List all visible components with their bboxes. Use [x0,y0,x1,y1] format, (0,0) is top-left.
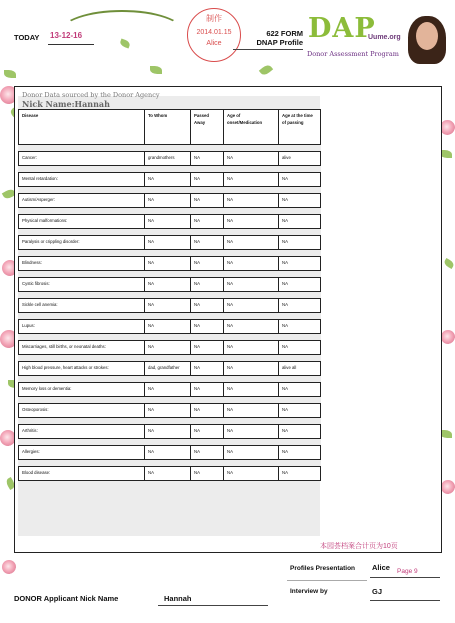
table-cell: Blindness: [19,257,145,271]
table-cell: High blood pressure, heart attacks or strokes: [19,362,145,376]
stamp-top-text: 制作 [206,14,222,23]
table-cell: NA [224,299,279,313]
table-cell: Miscarriages, still births, or neonatal deaths: [19,341,145,355]
logo-subtitle: Donor Assessment Program [307,50,399,58]
row-spacer [19,271,321,278]
stamp-name: Alice [206,40,222,47]
table-cell: NA [224,215,279,229]
header-age-onset: Age of onset/Medication [224,110,279,145]
row-spacer [19,460,321,467]
table-row [19,257,321,271]
row-spacer [19,292,321,299]
donor-photo [404,14,450,64]
table-cell: NA [279,236,321,250]
logo-site: Uume.org [368,34,401,41]
table-cell: Physical malformations: [19,215,145,229]
dap-logo [300,15,408,59]
table-cell: NA [224,278,279,292]
interview-value: GJ [372,587,383,596]
table-cell: NA [279,194,321,208]
table-cell: NA [224,467,279,481]
table-cell: dad, grandfather [145,362,191,376]
profiles-label-underline [287,580,367,581]
table-row [19,320,321,334]
table-cell: NA [191,278,224,292]
production-stamp [187,8,241,62]
section-title: Donor Data sourced by the Donor Agency [22,91,160,99]
stamp-date: 2014.01.15 [196,29,232,36]
table-cell: NA [224,362,279,376]
table-cell: NA [145,173,191,187]
table-cell: NA [279,425,321,439]
interview-underline [370,600,440,601]
table-row [19,173,321,187]
row-spacer [19,418,321,425]
row-spacer [19,145,321,152]
table-cell: Blood disease: [19,467,145,481]
table-header-row [19,110,321,145]
page-number: Page 9 [397,568,418,575]
table-cell: NA [279,446,321,460]
table-cell: NA [279,341,321,355]
row-spacer [19,229,321,236]
table-cell: NA [279,383,321,397]
family-history-table [18,109,321,481]
table-cell: NA [279,299,321,313]
table-cell: Cystic fibrosis: [19,278,145,292]
donor-nick-underline [158,605,268,606]
table-cell: NA [145,299,191,313]
table-row [19,362,321,376]
table-row [19,299,321,313]
table-cell: NA [145,341,191,355]
row-spacer [19,208,321,215]
table-cell: NA [145,467,191,481]
table-row [19,383,321,397]
today-underline [48,44,94,45]
table-cell: NA [191,152,224,166]
table-cell: NA [191,173,224,187]
table-cell: alive all [279,362,321,376]
table-row [19,467,321,481]
header-to-whom: To Whom [145,110,191,145]
table-row [19,404,321,418]
logo-text: DAP [308,13,376,44]
table-cell: NA [224,446,279,460]
nick-name: Nick Name:Hannah [22,99,110,109]
table-cell: NA [224,236,279,250]
row-spacer [19,355,321,362]
table-cell: NA [224,425,279,439]
table-cell: NA [191,446,224,460]
table-cell: NA [224,341,279,355]
table-cell: Autism/Asperger: [19,194,145,208]
table-cell: NA [279,215,321,229]
table-cell: NA [191,257,224,271]
table-cell: NA [279,278,321,292]
table-cell: NA [145,215,191,229]
table-cell: NA [191,404,224,418]
table-cell: NA [279,257,321,271]
table-row [19,425,321,439]
table-cell: Lupus: [19,320,145,334]
table-row [19,194,321,208]
table-cell: NA [279,173,321,187]
row-spacer [19,250,321,257]
header-passed-away: Passed Away [191,110,224,145]
table-cell: NA [191,425,224,439]
today-label: TODAY [14,33,40,42]
table-cell: NA [191,467,224,481]
table-cell: NA [224,383,279,397]
table-row [19,215,321,229]
table-cell: NA [224,257,279,271]
profiles-underline [370,577,440,578]
table-cell: Cancer: [19,152,145,166]
table-cell: NA [224,320,279,334]
row-spacer [19,187,321,194]
table-cell: Allergies: [19,446,145,460]
table-cell: NA [145,236,191,250]
table-cell: Osteoporosis: [19,404,145,418]
table-cell: NA [145,404,191,418]
table-cell: NA [191,299,224,313]
row-spacer [19,313,321,320]
table-row [19,278,321,292]
table-cell: grandmothers [145,152,191,166]
row-spacer [19,439,321,446]
table-cell: NA [191,320,224,334]
table-cell: NA [145,257,191,271]
table-cell: NA [191,236,224,250]
header-disease: Disease [19,110,145,145]
table-cell: NA [145,320,191,334]
table-cell: NA [279,404,321,418]
form-title-underline [233,49,303,50]
table-cell: NA [145,278,191,292]
table-cell: Memory loss or dementia: [19,383,145,397]
form-title-line2: DNAP Profile [256,38,303,47]
table-cell: Sickle cell anemia: [19,299,145,313]
table-cell: NA [279,320,321,334]
table-cell: NA [191,215,224,229]
table-cell: NA [191,194,224,208]
table-row [19,152,321,166]
table-cell: NA [191,362,224,376]
table-cell: NA [224,404,279,418]
form-title-line1: 622 FORM [266,29,303,38]
row-spacer [19,166,321,173]
row-spacer [19,376,321,383]
table-cell: NA [279,467,321,481]
table-cell: Arthritis: [19,425,145,439]
table-cell: NA [191,383,224,397]
table-cell: NA [145,194,191,208]
header-age-passing: Age at the time of passing [279,110,321,145]
profiles-presentation-value: Alice [372,563,390,572]
table-row [19,236,321,250]
table-cell: Paralysis or crippling disorder: [19,236,145,250]
table-cell: NA [191,341,224,355]
today-date: 13-12-16 [50,31,83,40]
table-row [19,341,321,355]
table-cell: alive [279,152,321,166]
row-spacer [19,334,321,341]
table-row [19,446,321,460]
table-cell: NA [224,173,279,187]
table-cell: NA [145,446,191,460]
table-cell: NA [224,194,279,208]
table-cell: NA [145,383,191,397]
table-cell: Mental retardation: [19,173,145,187]
table-cell: NA [145,425,191,439]
page-count-note: 本园荟档案合计页为10页 [320,543,398,550]
row-spacer [19,397,321,404]
form-title [237,29,303,47]
donor-nick-value: Hannah [164,594,192,603]
interview-label: Interview by [290,588,328,595]
profiles-presentation-label: Profiles Presentation [290,565,356,572]
table-cell: NA [224,152,279,166]
donor-nick-label: DONOR Applicant Nick Name [14,594,119,603]
